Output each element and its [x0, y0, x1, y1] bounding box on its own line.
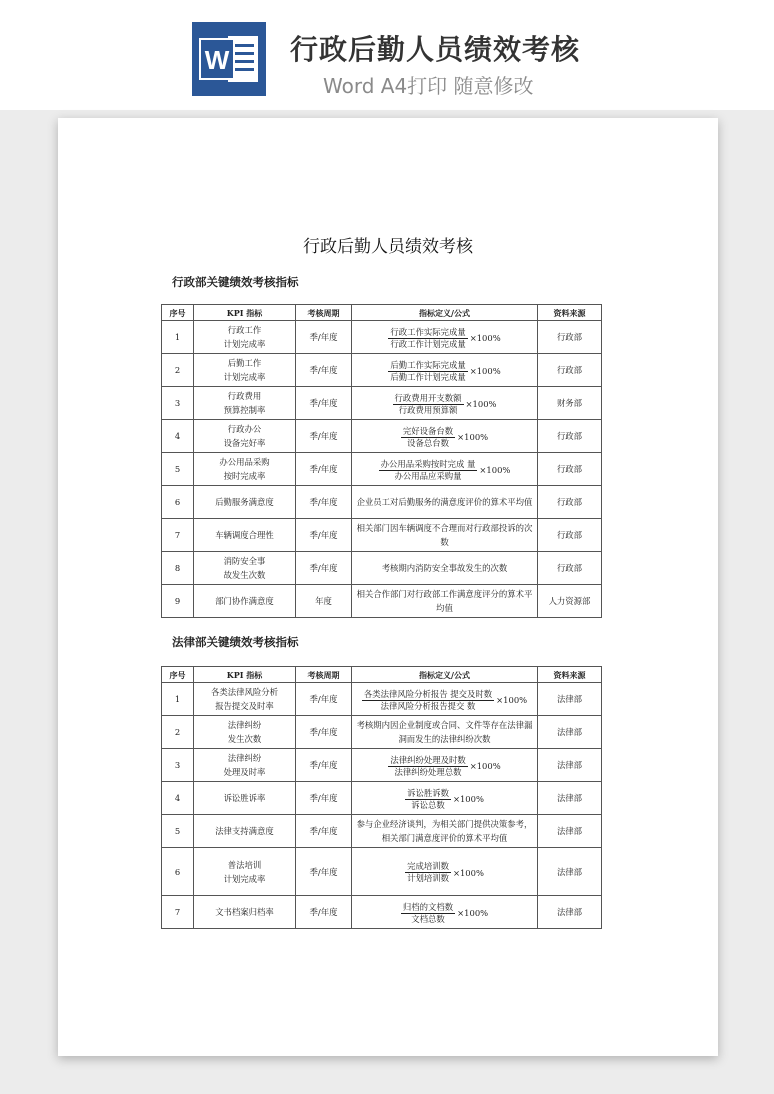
table-row	[162, 552, 602, 585]
formula-fraction	[405, 861, 484, 884]
table-row	[162, 815, 602, 848]
formula-fraction	[393, 393, 497, 416]
definition-formula: 企业员工对后勤服务的满意度评价的算术平均值	[352, 486, 538, 519]
definition-formula	[352, 453, 538, 486]
formula-multiplier: ×100%	[469, 333, 501, 343]
kpi-name-line: 法律纠纷	[227, 720, 262, 730]
formula-multiplier: ×100%	[452, 867, 484, 878]
table-row	[162, 896, 602, 929]
assessment-period: 季/年度	[296, 896, 352, 929]
definition-formula: 考核期内因企业制度或合同、文件等存在法律漏洞而发生的法律纠纷次数	[352, 716, 538, 749]
assessment-period: 季/年度	[296, 519, 352, 552]
kpi-name-line: 后勤工作	[227, 358, 262, 368]
definition-formula	[352, 420, 538, 453]
banner-subtitle: Word A4打印 随意修改	[323, 74, 534, 98]
top-banner	[0, 0, 774, 110]
kpi-name-line: 计划完成率	[223, 339, 266, 349]
kpi-name-line: 后勤服务满意度	[215, 497, 274, 507]
kpi-name	[194, 354, 296, 387]
kpi-name	[194, 585, 296, 618]
kpi-name	[194, 782, 296, 815]
data-source: 行政部	[538, 354, 602, 387]
row-number: 2	[162, 716, 194, 749]
formula-denominator: 行政工作计划完成量	[390, 338, 466, 349]
row-number: 7	[162, 896, 194, 929]
formula-fraction	[405, 788, 484, 811]
data-source: 行政部	[538, 519, 602, 552]
assessment-period: 季/年度	[296, 815, 352, 848]
formula-fraction	[388, 327, 500, 350]
kpi-name	[194, 420, 296, 453]
header-period: 考核周期	[296, 667, 352, 683]
table-row	[162, 387, 602, 420]
legal-kpi-table	[161, 666, 602, 929]
row-number: 2	[162, 354, 194, 387]
kpi-name-line: 故发生次数	[223, 570, 266, 580]
row-number: 9	[162, 585, 194, 618]
kpi-name	[194, 683, 296, 716]
row-number: 3	[162, 387, 194, 420]
formula-fraction	[362, 689, 527, 712]
row-number: 4	[162, 420, 194, 453]
kpi-name-line: 法律纠纷	[227, 753, 262, 763]
kpi-name-line: 行政工作	[227, 325, 262, 335]
kpi-name-line: 部门协作满意度	[215, 596, 274, 606]
formula-numerator: 完成培训数	[407, 861, 449, 871]
header-source: 资料来源	[538, 305, 602, 321]
formula-fraction	[388, 360, 500, 383]
definition-formula	[352, 321, 538, 354]
formula-denominator: 法律纠纷处理总数	[394, 766, 462, 777]
data-source: 法律部	[538, 683, 602, 716]
table-row	[162, 782, 602, 815]
kpi-name	[194, 552, 296, 585]
kpi-name-line: 法律支持满意度	[215, 826, 274, 836]
formula-fraction	[388, 755, 500, 778]
kpi-name	[194, 519, 296, 552]
kpi-name-line: 报告提交及时率	[215, 701, 274, 711]
word-app-icon	[192, 22, 266, 96]
row-number: 4	[162, 782, 194, 815]
kpi-name	[194, 896, 296, 929]
formula-multiplier: ×100%	[465, 399, 497, 409]
header-definition: 指标定义/公式	[352, 305, 538, 321]
legal-section-title: 法律部关键绩效考核指标	[172, 635, 299, 649]
kpi-name-line: 诉讼胜诉率	[223, 793, 266, 803]
data-source: 行政部	[538, 453, 602, 486]
table-row	[162, 486, 602, 519]
row-number: 6	[162, 848, 194, 896]
table-row	[162, 749, 602, 782]
assessment-period: 季/年度	[296, 420, 352, 453]
header-kpi: KPI 指标	[194, 667, 296, 683]
kpi-name	[194, 716, 296, 749]
logo-letter: W	[204, 45, 230, 75]
definition-formula: 考核期内消防安全事故发生的次数	[352, 552, 538, 585]
row-number: 6	[162, 486, 194, 519]
data-source: 行政部	[538, 552, 602, 585]
kpi-name-line: 消防安全事	[223, 556, 266, 566]
definition-formula: 相关部门因车辆调度不合理而对行政部投诉的次数	[352, 519, 538, 552]
kpi-name	[194, 321, 296, 354]
kpi-name-line: 办公用品采购	[219, 457, 270, 467]
data-source: 法律部	[538, 848, 602, 896]
data-source: 法律部	[538, 815, 602, 848]
row-number: 5	[162, 453, 194, 486]
table-row	[162, 683, 602, 716]
data-source: 法律部	[538, 782, 602, 815]
table-row	[162, 420, 602, 453]
kpi-name-line: 按时完成率	[223, 471, 266, 481]
definition-formula	[352, 683, 538, 716]
definition-formula	[352, 782, 538, 815]
definition-formula: 相关合作部门对行政部工作满意度评分的算术平均值	[352, 585, 538, 618]
kpi-name	[194, 453, 296, 486]
formula-numerator: 归档的文档数	[402, 901, 454, 912]
header-period: 考核周期	[296, 305, 352, 321]
document-page	[58, 118, 718, 1056]
definition-formula: 参与企业经济谈判，为相关部门提供决策参考，相关部门满意度评价的算术平均值	[352, 815, 538, 848]
definition-formula	[352, 387, 538, 420]
row-number: 1	[162, 321, 194, 354]
formula-multiplier: ×100%	[469, 366, 501, 376]
data-source: 行政部	[538, 486, 602, 519]
assessment-period: 季/年度	[296, 387, 352, 420]
formula-denominator: 文档总数	[411, 913, 445, 924]
row-number: 5	[162, 815, 194, 848]
kpi-name-line: 计划完成率	[223, 372, 266, 382]
assessment-period: 季/年度	[296, 321, 352, 354]
definition-formula	[352, 354, 538, 387]
table-row	[162, 453, 602, 486]
assessment-period: 季/年度	[296, 552, 352, 585]
formula-numerator: 诉讼胜诉数	[407, 787, 449, 798]
row-number: 7	[162, 519, 194, 552]
assessment-period: 季/年度	[296, 453, 352, 486]
formula-denominator: 行政费用预算额	[398, 404, 458, 415]
assessment-period: 季/年度	[296, 848, 352, 896]
kpi-name-line: 设备完好率	[223, 438, 266, 448]
formula-denominator: 办公用品应采购量	[394, 470, 462, 481]
data-source: 行政部	[538, 420, 602, 453]
formula-numerator: 完好设备台数	[402, 425, 454, 436]
formula-multiplier: ×100%	[479, 465, 511, 475]
formula-multiplier: ×100%	[496, 695, 528, 705]
kpi-name	[194, 815, 296, 848]
kpi-name-line: 计划完成率	[223, 873, 266, 884]
table-row	[162, 354, 602, 387]
document-title: 行政后勤人员绩效考核	[303, 237, 473, 257]
kpi-name	[194, 749, 296, 782]
assessment-period: 季/年度	[296, 749, 352, 782]
kpi-name-line: 预算控制率	[223, 405, 266, 415]
assessment-period: 季/年度	[296, 354, 352, 387]
data-source: 法律部	[538, 749, 602, 782]
assessment-period: 季/年度	[296, 486, 352, 519]
formula-denominator: 法律风险分析报告提交 数	[380, 700, 476, 711]
formula-fraction	[401, 902, 488, 925]
kpi-name-line: 普法培训	[227, 859, 262, 870]
definition-formula	[352, 896, 538, 929]
row-number: 3	[162, 749, 194, 782]
header-source: 资料来源	[538, 667, 602, 683]
table-header-row	[162, 667, 602, 683]
header-no: 序号	[162, 667, 194, 683]
banner-title: 行政后勤人员绩效考核	[290, 33, 581, 66]
header-no: 序号	[162, 305, 194, 321]
assessment-period: 年度	[296, 585, 352, 618]
formula-multiplier: ×100%	[457, 908, 489, 918]
data-source: 财务部	[538, 387, 602, 420]
formula-numerator: 后勤工作实际完成量	[390, 359, 466, 370]
formula-denominator: 诉讼总数	[411, 799, 445, 810]
table-row	[162, 848, 602, 896]
header-kpi: KPI 指标	[194, 305, 296, 321]
formula-numerator: 法律纠纷处理及时数	[390, 754, 466, 765]
kpi-name-line: 车辆调度合理性	[215, 530, 274, 540]
formula-numerator: 各类法律风险分析报告 提交及时数	[363, 688, 493, 699]
kpi-name	[194, 848, 296, 896]
formula-multiplier: ×100%	[469, 761, 501, 771]
kpi-name-line: 各类法律风险分析	[211, 687, 278, 697]
definition-formula	[352, 749, 538, 782]
definition-formula	[352, 848, 538, 896]
kpi-name-line: 行政办公	[227, 424, 262, 434]
formula-denominator: 后勤工作计划完成量	[390, 371, 466, 382]
formula-numerator: 办公用品采购按时完成 量	[380, 458, 476, 469]
data-source: 法律部	[538, 716, 602, 749]
formula-denominator: 设备总台数	[407, 437, 449, 448]
formula-multiplier: ×100%	[457, 432, 489, 442]
formula-fraction	[379, 459, 511, 482]
data-source: 人力资源部	[538, 585, 602, 618]
table-row	[162, 585, 602, 618]
formula-fraction	[401, 426, 488, 449]
kpi-name	[194, 387, 296, 420]
admin-section-title: 行政部关键绩效考核指标	[172, 275, 299, 289]
table-row	[162, 321, 602, 354]
header-definition: 指标定义/公式	[352, 667, 538, 683]
kpi-name	[194, 486, 296, 519]
kpi-name-line: 文书档案归档率	[215, 907, 274, 917]
row-number: 8	[162, 552, 194, 585]
table-header-row	[162, 305, 602, 321]
kpi-name-line: 行政费用	[227, 391, 262, 401]
formula-denominator: 计划培训数	[407, 873, 449, 883]
kpi-name-line: 处理及时率	[223, 767, 266, 777]
data-source: 法律部	[538, 896, 602, 929]
formula-multiplier: ×100%	[452, 794, 484, 804]
admin-kpi-table	[161, 304, 602, 618]
row-number: 1	[162, 683, 194, 716]
kpi-name-line: 发生次数	[227, 734, 262, 744]
data-source: 行政部	[538, 321, 602, 354]
formula-numerator: 行政工作实际完成量	[390, 326, 466, 337]
formula-numerator: 行政费用开支数额	[394, 392, 462, 403]
assessment-period: 季/年度	[296, 782, 352, 815]
table-row	[162, 519, 602, 552]
assessment-period: 季/年度	[296, 716, 352, 749]
table-row	[162, 716, 602, 749]
assessment-period: 季/年度	[296, 683, 352, 716]
